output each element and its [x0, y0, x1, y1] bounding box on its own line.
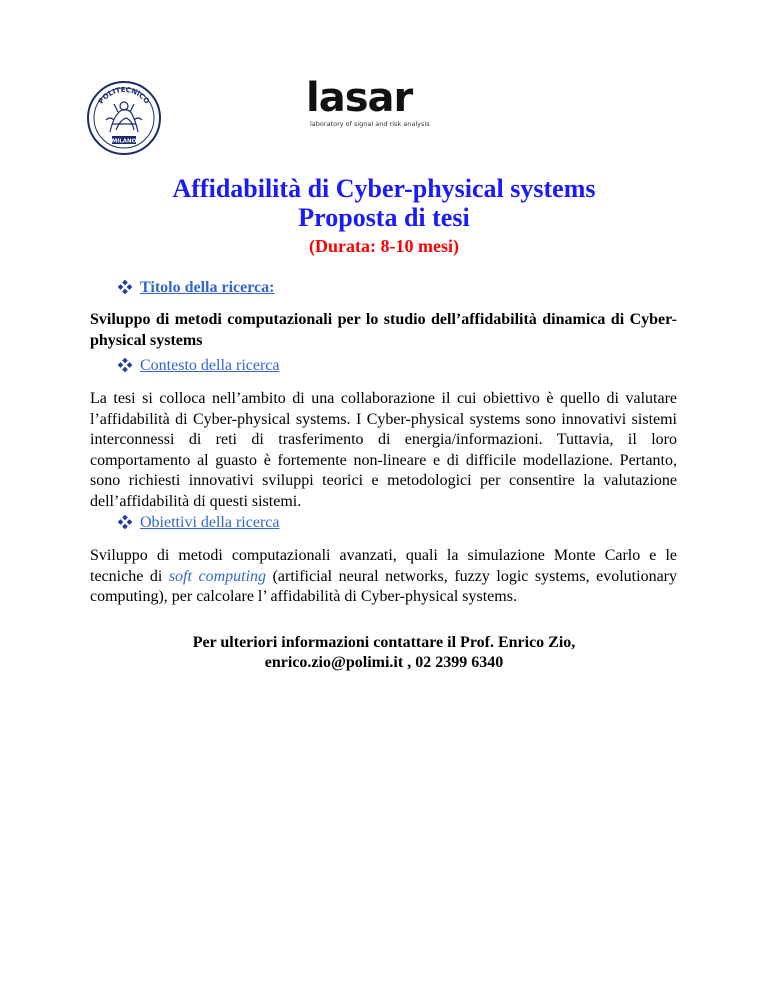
- section-link-contesto[interactable]: Contesto della ricerca: [140, 357, 280, 374]
- section-body-obiettivi: [90, 546, 677, 608]
- seal-bottom-text: MILANO: [111, 138, 137, 145]
- document-subtitle: Proposta di tesi: [298, 203, 470, 232]
- lasar-wordmark: lasar: [306, 75, 413, 121]
- politecnico-seal-logo: [86, 80, 162, 156]
- obiettivi-text-start: Sviluppo di metodi computazionali avanzati, quali la simulazione Monte Carlo e le tecniche di: [90, 547, 677, 585]
- section-body-contesto: La tesi si colloca nell’ambito di una collaborazione il cui obiettivo è quello di valutare l’affidabilità di Cyber-physical systems. I Cyber-physical systems sono innovativi sistemi interconnessi di reti di trasferimento di energia/informazioni. Tuttavia, il loro comportamento al guasto è fortemente non-lineare e di difficile modellazione. Pertanto, sono richiesti innovativi sviluppi teorici e metodologici per consentire la valutazione dell’affidabilità di questi sistemi.: [90, 390, 677, 510]
- section-heading-titolo: [118, 278, 274, 298]
- diamond-bullet-icon: [118, 280, 132, 294]
- contact-details[interactable]: enrico.zio@polimi.it , 02 2399 6340: [264, 654, 504, 671]
- section-heading-contesto: [118, 356, 280, 376]
- document-title: Affidabilità di Cyber-physical systems: [172, 174, 596, 203]
- section-heading-obiettivi: [118, 513, 279, 533]
- soft-computing-term: soft computing: [168, 567, 267, 585]
- obiettivi-text-end: (artificial neural networks, fuzzy logic systems, evolutionary computing), per calcolare l’ affidabilità di Cyber-physical systems.: [90, 567, 677, 606]
- diamond-bullet-icon: [118, 515, 132, 529]
- diamond-bullet-icon: [118, 358, 132, 372]
- section-body-titolo: Sviluppo di metodi computazionali per lo studio dell’affidabilità dinamica di Cyber-physical systems: [90, 311, 677, 349]
- duration-note: (Durata: 8-10 mesi): [309, 236, 459, 256]
- contact-line: Per ulteriori informazioni contattare il Prof. Enrico Zio,: [192, 634, 576, 651]
- section-link-obiettivi[interactable]: Obiettivi della ricerca: [140, 514, 280, 531]
- lasar-tagline: laboratory of signal and risk analysis: [310, 120, 430, 128]
- seal-top-text: POLITECNICO: [97, 85, 151, 106]
- section-link-titolo[interactable]: Titolo della ricerca:: [140, 279, 275, 296]
- lasar-logo: [306, 75, 430, 134]
